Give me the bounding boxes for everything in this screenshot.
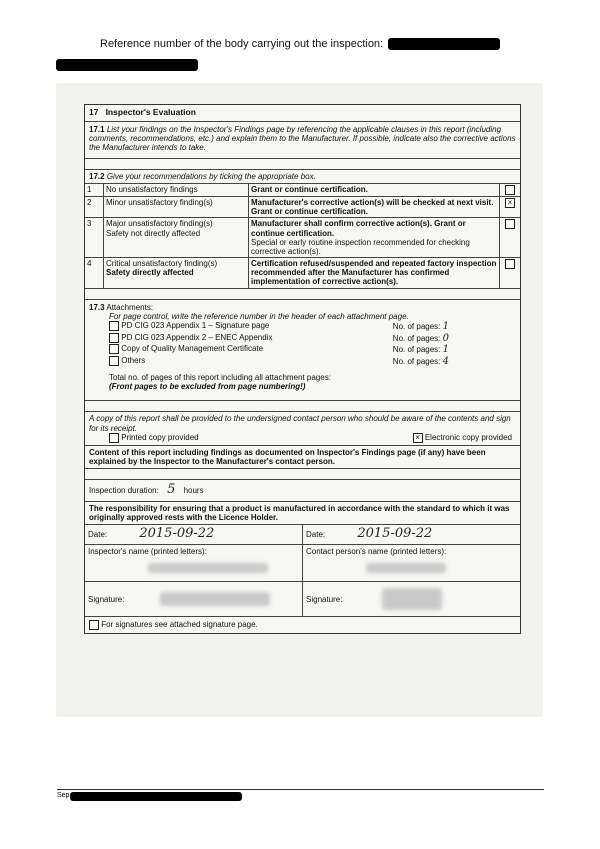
names-row bbox=[85, 545, 520, 582]
section-17-2 bbox=[85, 170, 520, 184]
contact-signature-redacted bbox=[382, 588, 442, 610]
duration-value: 5 bbox=[167, 482, 176, 498]
pages-label: No. of pages: bbox=[392, 333, 441, 343]
table-row bbox=[85, 258, 520, 289]
finding-sublabel: Safety directly affected bbox=[106, 268, 194, 278]
signature-label: Signature: bbox=[306, 594, 343, 604]
pages-label: No. of pages: bbox=[392, 345, 441, 355]
date-row bbox=[85, 525, 520, 545]
action-text: Manufacturer's corrective action(s) will be checked at next visit. Grant or continue certification. bbox=[249, 196, 500, 217]
copy-note: A copy of this report shall be provided to the undersigned contact person who should be aware of the contents and sign for its receipt. bbox=[89, 414, 511, 433]
front-pages-note: (Front pages to be excluded from page numbering!) bbox=[109, 382, 306, 392]
pages-value: 1 bbox=[442, 344, 449, 356]
section-17-1 bbox=[85, 122, 520, 159]
scanned-page bbox=[57, 84, 542, 716]
inspector-name-label: Inspector's name (printed letters): bbox=[88, 547, 207, 557]
signature-page-row bbox=[85, 617, 520, 633]
section-17-3 bbox=[85, 300, 520, 402]
inspector-signature-redacted bbox=[160, 592, 270, 606]
section-17-1-text: List your findings on the Inspector's Findings page by referencing the applicable clauses in this report (including comments, recommendations, etc.) and explain them to the Manufacturer. If possible, indicate also the corrective actions the Manufacturer intends to take. bbox=[89, 124, 516, 153]
spacer bbox=[85, 159, 520, 170]
attachment-item bbox=[109, 333, 449, 345]
spacer bbox=[85, 289, 520, 300]
content-note: Content of this report including findings as documented on Inspector's Findings page (if any) have been explained by the Inspector to the Manufacturer's contact person. bbox=[85, 446, 520, 469]
recommendations-table bbox=[85, 184, 520, 289]
attachment-checkbox[interactable] bbox=[109, 344, 119, 354]
finding-label: No unsatisfactory findings bbox=[104, 184, 249, 197]
footer-prefix: Sep bbox=[57, 792, 70, 799]
attachment-label: Copy of Quality Management Certificate bbox=[121, 344, 264, 354]
date-label: Date: bbox=[88, 530, 108, 540]
table-row bbox=[85, 218, 520, 258]
date-label: Date: bbox=[306, 530, 326, 540]
attachment-checkbox[interactable] bbox=[109, 321, 119, 331]
footer-divider bbox=[57, 789, 544, 790]
row-number: 1 bbox=[85, 184, 104, 197]
action-text: Certification refused/suspended and repeated factory inspection recommended after the Manufacturer has confirmed implementation of corrective action(s). bbox=[249, 258, 500, 289]
signature-row bbox=[85, 582, 520, 617]
row-number: 4 bbox=[85, 258, 104, 289]
finding-sublabel: Safety not directly affected bbox=[106, 228, 201, 238]
electronic-copy-label: Electronic copy provided bbox=[424, 432, 512, 442]
copy-section bbox=[85, 412, 520, 445]
contact-name-label: Contact person's name (printed letters): bbox=[306, 547, 447, 557]
table-row bbox=[85, 184, 520, 197]
attachment-label: Others bbox=[121, 355, 146, 365]
attachments-list bbox=[89, 321, 516, 367]
attachment-label: PD CIG 023 Appendix 1 – Signature page bbox=[121, 321, 270, 331]
inspector-name-redacted bbox=[148, 563, 268, 573]
total-pages-label: Total no. of pages of this report including all attachment pages: bbox=[109, 373, 331, 383]
pages-value: 0 bbox=[442, 332, 449, 344]
reference-label: Reference number of the body carrying out the inspection: bbox=[100, 38, 384, 50]
responsibility-note: The responsibility for ensuring that a product is manufactured in accordance with the standard to which it was originally approved rests with the Licence Holder. bbox=[85, 502, 520, 525]
electronic-copy-checkbox[interactable]: × bbox=[413, 433, 423, 443]
action-text: Manufacturer shall confirm corrective action(s). Grant or continue certification. bbox=[251, 219, 466, 238]
inspector-date: 2015-09-22 bbox=[139, 526, 215, 542]
attachments-title: Attachments: bbox=[106, 302, 154, 312]
pages-value: 4 bbox=[442, 355, 449, 367]
spacer bbox=[85, 401, 520, 412]
table-row bbox=[85, 196, 520, 217]
action-extra-text: Special or early routine inspection recommended for checking corrective action(s). bbox=[251, 237, 470, 256]
contact-date: 2015-09-22 bbox=[357, 526, 433, 542]
duration-row bbox=[85, 480, 520, 502]
section-number: 17 bbox=[89, 107, 99, 117]
attachment-item bbox=[109, 321, 449, 333]
contact-name-redacted bbox=[366, 563, 446, 573]
section-number: 17.1 bbox=[89, 124, 105, 134]
pages-label: No. of pages: bbox=[392, 322, 441, 332]
signature-page-checkbox[interactable] bbox=[89, 620, 99, 630]
pages-label: No. of pages: bbox=[392, 356, 441, 366]
recommendation-checkbox[interactable] bbox=[505, 219, 515, 229]
section-17-2-text: Give your recommendations by ticking the appropriate box. bbox=[106, 171, 316, 181]
row-number: 2 bbox=[85, 196, 104, 217]
pages-value: 1 bbox=[442, 321, 449, 333]
printed-copy-label: Printed copy provided bbox=[121, 432, 199, 442]
recommendation-checkbox[interactable]: × bbox=[505, 198, 515, 208]
section-number: 17.3 bbox=[89, 302, 105, 312]
finding-label: Minor unsatisfactory finding(s) bbox=[104, 196, 249, 217]
recommendation-checkbox[interactable] bbox=[505, 185, 515, 195]
recommendation-checkbox[interactable] bbox=[505, 259, 515, 269]
attachment-checkbox[interactable] bbox=[109, 356, 119, 366]
attachments-note: For page control, write the reference number in the header of each attachment page. bbox=[109, 311, 409, 321]
signature-page-note: For signatures see attached signature page. bbox=[101, 620, 258, 630]
attachment-item bbox=[109, 356, 449, 368]
attachment-item bbox=[109, 344, 449, 356]
redacted-reference-number bbox=[388, 38, 500, 50]
attachment-label: PD CIG 023 Appendix 2 – ENEC Appendix bbox=[121, 332, 273, 342]
section-17-header bbox=[85, 105, 520, 122]
attachment-checkbox[interactable] bbox=[109, 333, 119, 343]
section-title: Inspector's Evaluation bbox=[105, 107, 196, 117]
action-text: Grant or continue certification. bbox=[249, 184, 500, 197]
redacted-footer bbox=[70, 792, 242, 801]
duration-unit: hours bbox=[183, 486, 204, 496]
finding-label: Major unsatisfactory finding(s) bbox=[106, 219, 213, 229]
duration-label: Inspection duration: bbox=[89, 486, 159, 496]
finding-label: Critical unsatisfactory finding(s) bbox=[106, 259, 218, 269]
inspector-evaluation-form bbox=[84, 104, 521, 634]
redacted-text bbox=[56, 59, 198, 71]
printed-copy-checkbox[interactable] bbox=[109, 433, 119, 443]
spacer bbox=[85, 469, 520, 480]
row-number: 3 bbox=[85, 218, 104, 258]
signature-label: Signature: bbox=[88, 594, 125, 604]
section-number: 17.2 bbox=[89, 171, 105, 181]
